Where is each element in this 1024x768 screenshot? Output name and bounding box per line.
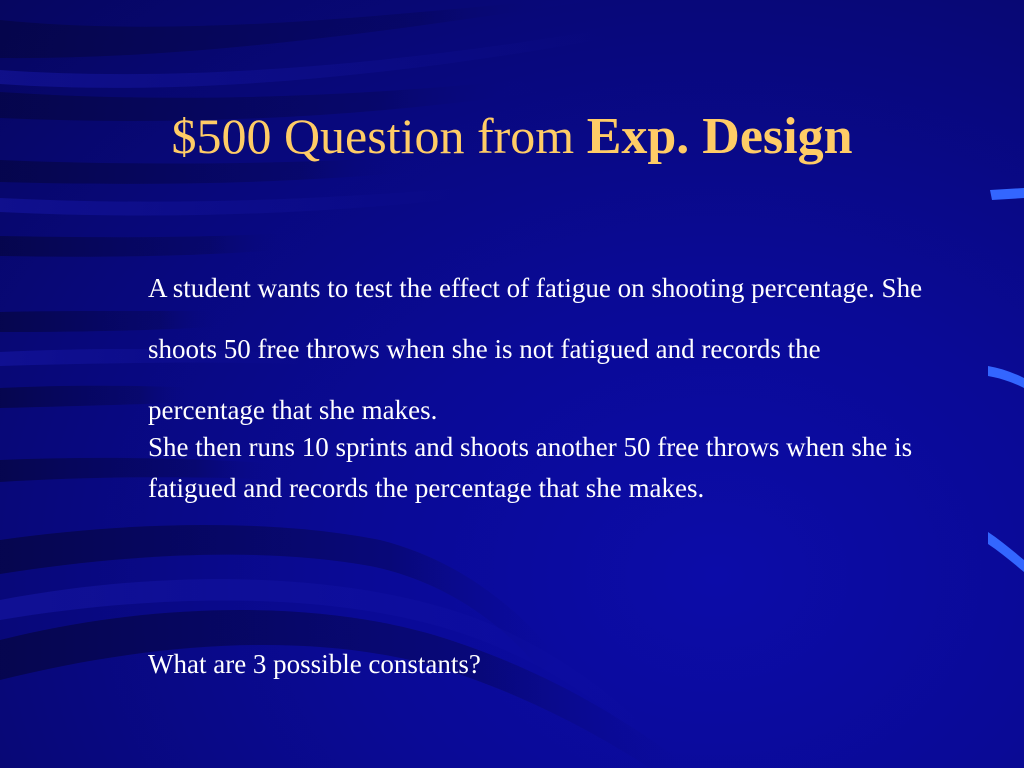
slide-title bbox=[0, 104, 1024, 169]
title-strong: Exp. Design bbox=[586, 108, 853, 165]
right-accent-marks bbox=[988, 188, 1024, 572]
prompt-question: What are 3 possible constants? bbox=[148, 649, 481, 679]
title-prefix: $500 Question from bbox=[171, 108, 587, 164]
paragraph-2: She then runs 10 sprints and shoots another 50 free throws when she is fatigued and records the percentage that she makes. bbox=[148, 432, 913, 503]
question-body bbox=[148, 258, 928, 509]
paragraph-1: A student wants to test the effect of fatigue on shooting percentage. She shoots 50 free throws when she is not fatigued and records the percentage that she makes. bbox=[148, 273, 923, 425]
